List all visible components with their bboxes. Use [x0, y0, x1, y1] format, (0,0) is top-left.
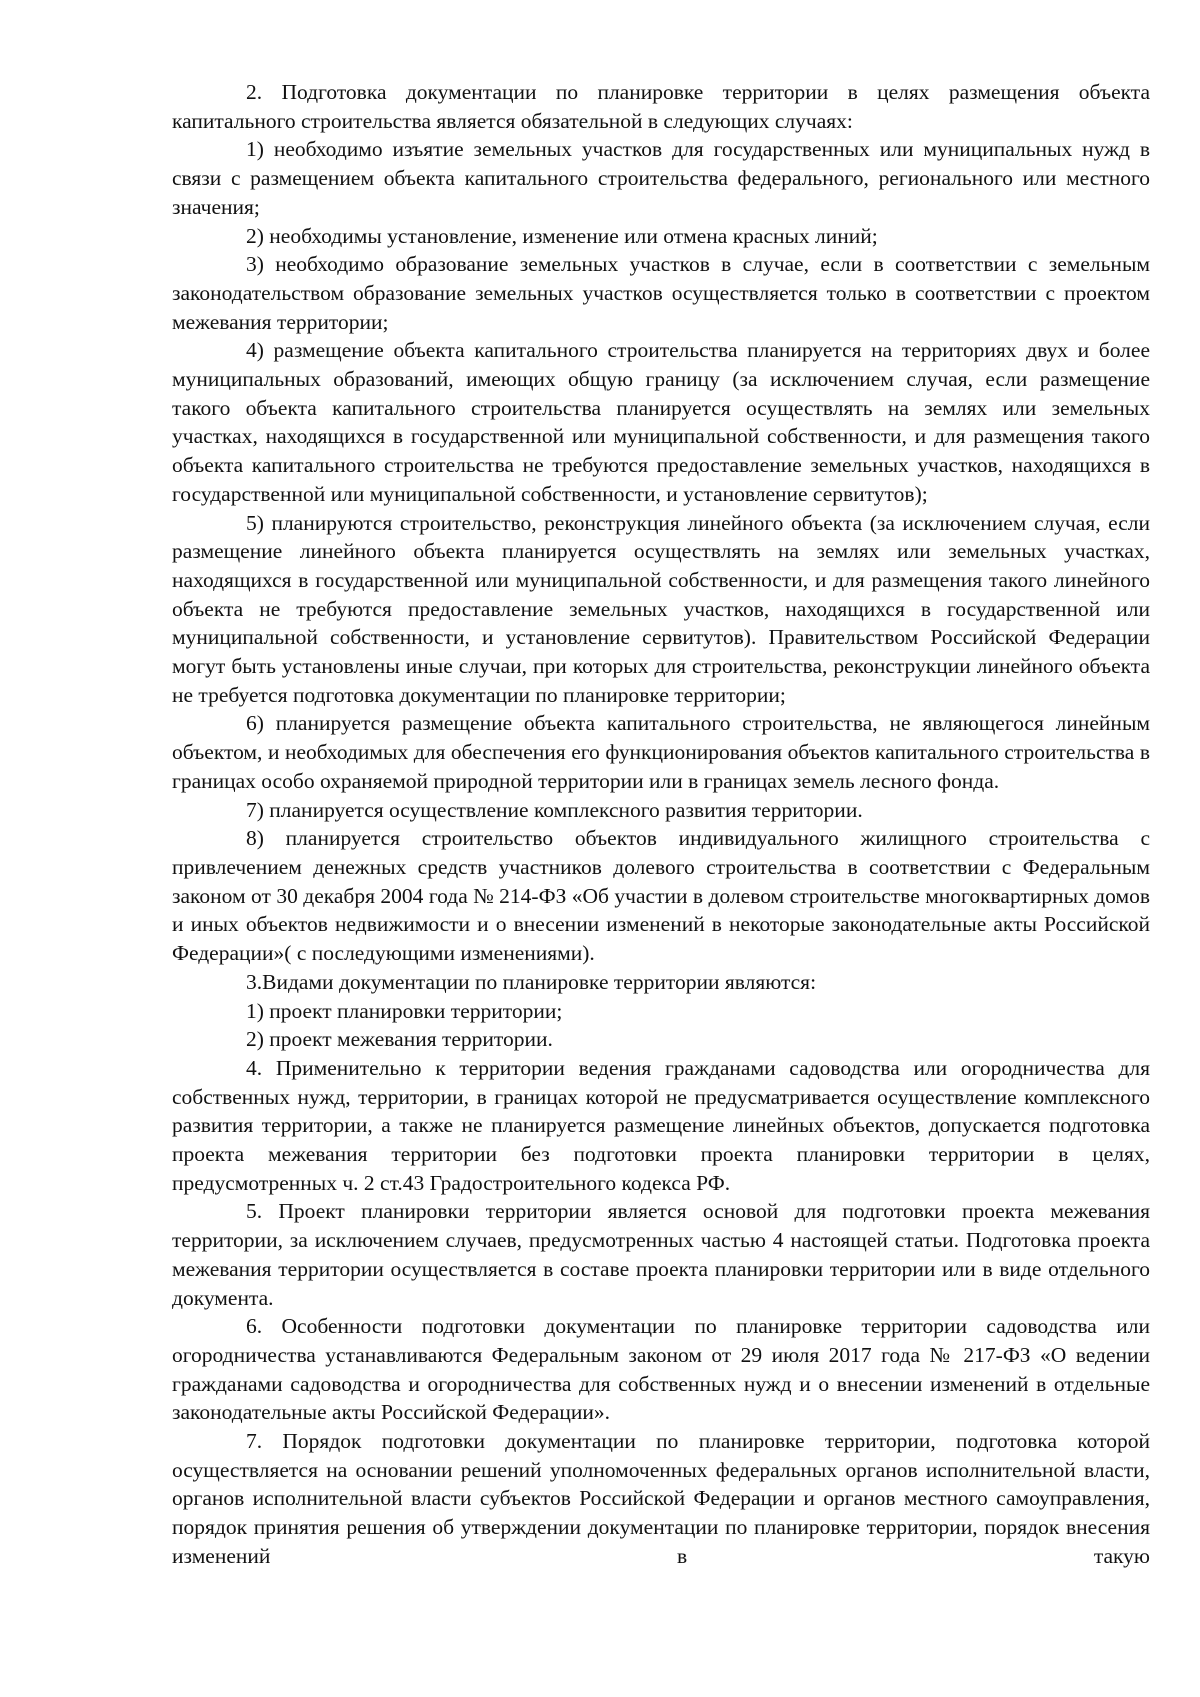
- paragraph-3-item-1: 1) проект планировки территории;: [246, 998, 563, 1023]
- paragraph-3: 3.Видами документации по планировке территории являются:: [246, 969, 817, 994]
- document-page: [172, 78, 1150, 1571]
- paragraph-4: 4. Применительно к территории ведения гражданами садоводства или огородничества для собственных нужд, территории, в границах которой не предусматривается осуществление комплексного развития территории, а также не планируется размещение линейных объектов, допускается подготовка проекта межевания территории без подготовки проекта планировки территории в целях, предусмотренных ч. 2 ст.43 Градостроительного кодекса РФ.: [172, 1055, 1150, 1195]
- paragraph-2-item-3: 3) необходимо образование земельных участков в случае, если в соответствии с земельным законодательством образование земельных участков осуществляется только в соответствии с проектом межевания территории;: [172, 252, 1150, 334]
- paragraph-5: 5. Проект планировки территории является основой для подготовки проекта межевания территории, за исключением случаев, предусмотренных частью 4 настоящей статьи. Подготовка проекта межевания территории осуществляется в составе проекта планировки территории или в виде отдельного документа.: [172, 1199, 1150, 1310]
- paragraph-2-item-2: 2) необходимы установление, изменение или отмена красных линий;: [246, 223, 878, 248]
- paragraph-2-item-5: 5) планируются строительство, реконструкция линейного объекта (за исключением случая, если размещение линейного объекта планируется осуществлять на землях или земельных участках, находящихся в государственной или муниципальной собственности, и для размещения такого линейного объекта не требуются предоставление земельных участков, находящихся в государственной или муниципальной собственности, и установление сервитутов). Правительством Российской Федерации могут быть установлены иные случаи, при которых для строительства, реконструкции линейного объекта не требуется подготовка документации по планировке территории;: [172, 510, 1150, 707]
- paragraph-3-item-2: 2) проект межевания территории.: [246, 1027, 553, 1052]
- paragraph-2-item-7: 7) планируется осуществление комплексного развития территории.: [246, 797, 863, 822]
- paragraph-2-item-1: 1) необходимо изъятие земельных участков для государственных или муниципальных нужд в связи с размещением объекта капитального строительства федерального, регионального или местного значения;: [172, 137, 1150, 219]
- paragraph-2-item-8: 8) планируется строительство объектов индивидуального жилищного строительства с привлечением денежных средств участников долевого строительства в соответствии с Федеральным законом от 30 декабря 2004 года № 214-ФЗ «Об участии в долевом строительстве многоквартирных домов и иных объектов недвижимости и о внесении изменений в некоторые законодательные акты Российской Федерации»( с последующими изменениями).: [172, 826, 1150, 966]
- paragraph-7: 7. Порядок подготовки документации по планировке территории, подготовка которой осуществляется на основании решений уполномоченных федеральных органов исполнительной власти, органов исполнительной власти субъектов Российской Федерации и органов местного самоуправления, порядок принятия решения об утверждении документации по планировке территории, порядок внесения изменений в такую: [172, 1429, 1150, 1568]
- paragraph-2: 2. Подготовка документации по планировке территории в целях размещения объекта капитального строительства является обязательной в следующих случаях:: [172, 80, 1150, 133]
- paragraph-6: 6. Особенности подготовки документации по планировке территории садоводства или огородничества устанавливаются Федеральным законом от 29 июля 2017 года № 217-ФЗ «О ведении гражданами садоводства и огородничества для собственных нужд и о внесении изменений в отдельные законодательные акты Российской Федерации».: [172, 1314, 1150, 1425]
- paragraph-2-item-4: 4) размещение объекта капитального строительства планируется на территориях двух и более муниципальных образований, имеющих общую границу (за исключением случая, если размещение такого объекта капитального строительства планируется осуществлять на землях или земельных участках, находящихся в государственной или муниципальной собственности, и для размещения такого объекта капитального строительства не требуются предоставление земельных участков, находящихся в государственной или муниципальной собственности, и установление сервитутов);: [172, 338, 1150, 506]
- paragraph-2-item-6: 6) планируется размещение объекта капитального строительства, не являющегося линейным объектом, и необходимых для обеспечения его функционирования объектов капитального строительства в границах особо охраняемой природной территории или в границах земель лесного фонда.: [172, 711, 1150, 793]
